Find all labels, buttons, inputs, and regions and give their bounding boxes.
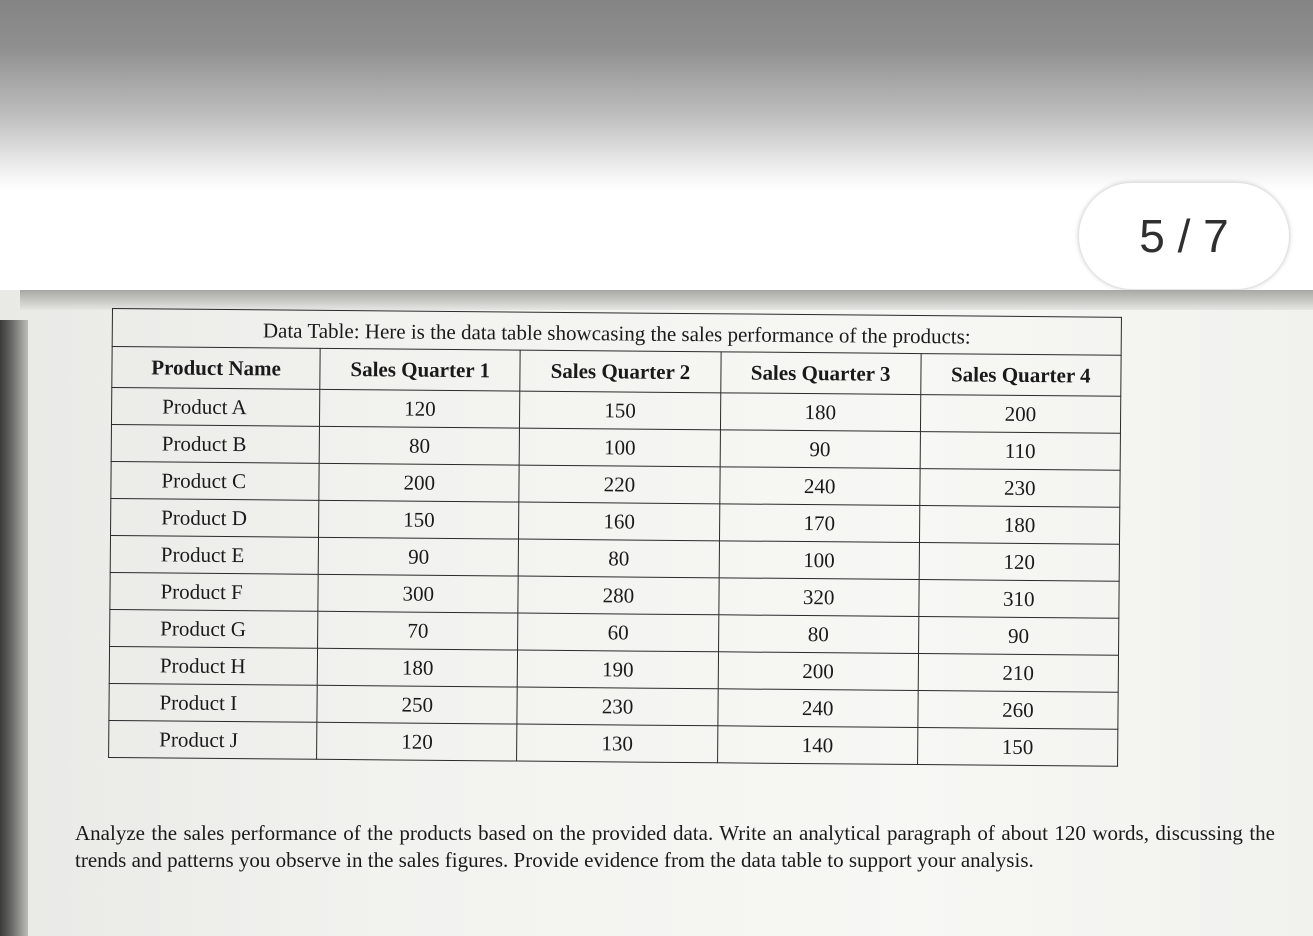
sales-cell: 110 [920,432,1121,471]
sales-cell: 80 [519,539,720,578]
sales-cell: 250 [317,685,518,724]
sales-cell: 90 [720,430,921,469]
sales-cell: 90 [318,537,519,576]
product-name-cell: Product D [111,498,320,537]
sales-cell: 180 [317,648,518,687]
book-spine-edge [0,320,28,936]
sales-cell: 140 [717,726,918,765]
product-name-cell: Product H [109,646,318,685]
sales-cell: 180 [919,506,1120,545]
sales-cell: 120 [317,722,518,761]
sales-cell: 240 [717,689,918,728]
sales-cell: 100 [520,428,721,467]
product-name-cell: Product G [110,609,319,648]
sales-table [108,308,1122,767]
sales-cell: 100 [719,541,920,580]
sales-cell: 150 [319,500,520,539]
header-sales-q3: Sales Quarter 3 [720,352,921,395]
sales-cell: 80 [319,426,520,465]
sales-cell: 200 [920,395,1121,434]
sales-cell: 310 [919,580,1120,619]
sales-cell: 280 [518,576,719,615]
table-row [109,720,1118,766]
sales-cell: 230 [517,687,718,726]
document-photo [0,290,1313,936]
sales-cell: 60 [518,613,719,652]
sales-cell: 180 [720,393,921,432]
sales-cell: 260 [918,691,1119,730]
sales-cell: 150 [520,391,721,430]
sales-cell: 120 [919,543,1120,582]
header-product-name: Product Name [112,347,321,390]
sales-cell: 220 [519,465,720,504]
header-sales-q2: Sales Quarter 2 [520,350,721,393]
product-name-cell: Product B [111,424,320,463]
viewer-top-shade [0,0,1313,190]
product-name-cell: Product J [109,720,318,759]
table-caption: Data Table: Here is the data table showcasing the sales performance of the products: [112,308,1122,355]
product-name-cell: Product C [111,461,320,500]
sales-cell: 190 [518,650,719,689]
sales-cell: 210 [918,654,1119,693]
sales-cell: 130 [517,724,718,763]
sales-cell: 320 [718,578,919,617]
product-name-cell: Product E [110,535,319,574]
sales-cell: 80 [718,615,919,654]
sales-table-container [108,308,1122,767]
sales-cell: 200 [319,463,520,502]
sales-cell: 300 [318,574,519,613]
sales-cell: 230 [920,469,1121,508]
header-sales-q4: Sales Quarter 4 [921,354,1122,397]
sales-cell: 90 [918,617,1119,656]
product-name-cell: Product F [110,572,319,611]
sales-cell: 120 [320,389,521,428]
analysis-instructions: Analyze the sales performance of the products based on the provided data. Write an analytical paragraph of about 120 words, discussing the trends and patterns you observe in the sales figures. Provide evidence from the data table to support your analysis. [75,821,1275,872]
sales-cell: 170 [719,504,920,543]
product-name-cell: Product A [111,388,320,427]
page-counter: 5 / 7 [1078,182,1290,290]
header-sales-q1: Sales Quarter 1 [320,348,521,391]
sales-cell: 150 [917,728,1118,767]
sales-cell: 160 [519,502,720,541]
product-name-cell: Product I [109,683,318,722]
page-shadow [20,290,1313,310]
sales-cell: 70 [318,611,519,650]
sales-cell: 240 [719,467,920,506]
sales-cell: 200 [718,652,919,691]
